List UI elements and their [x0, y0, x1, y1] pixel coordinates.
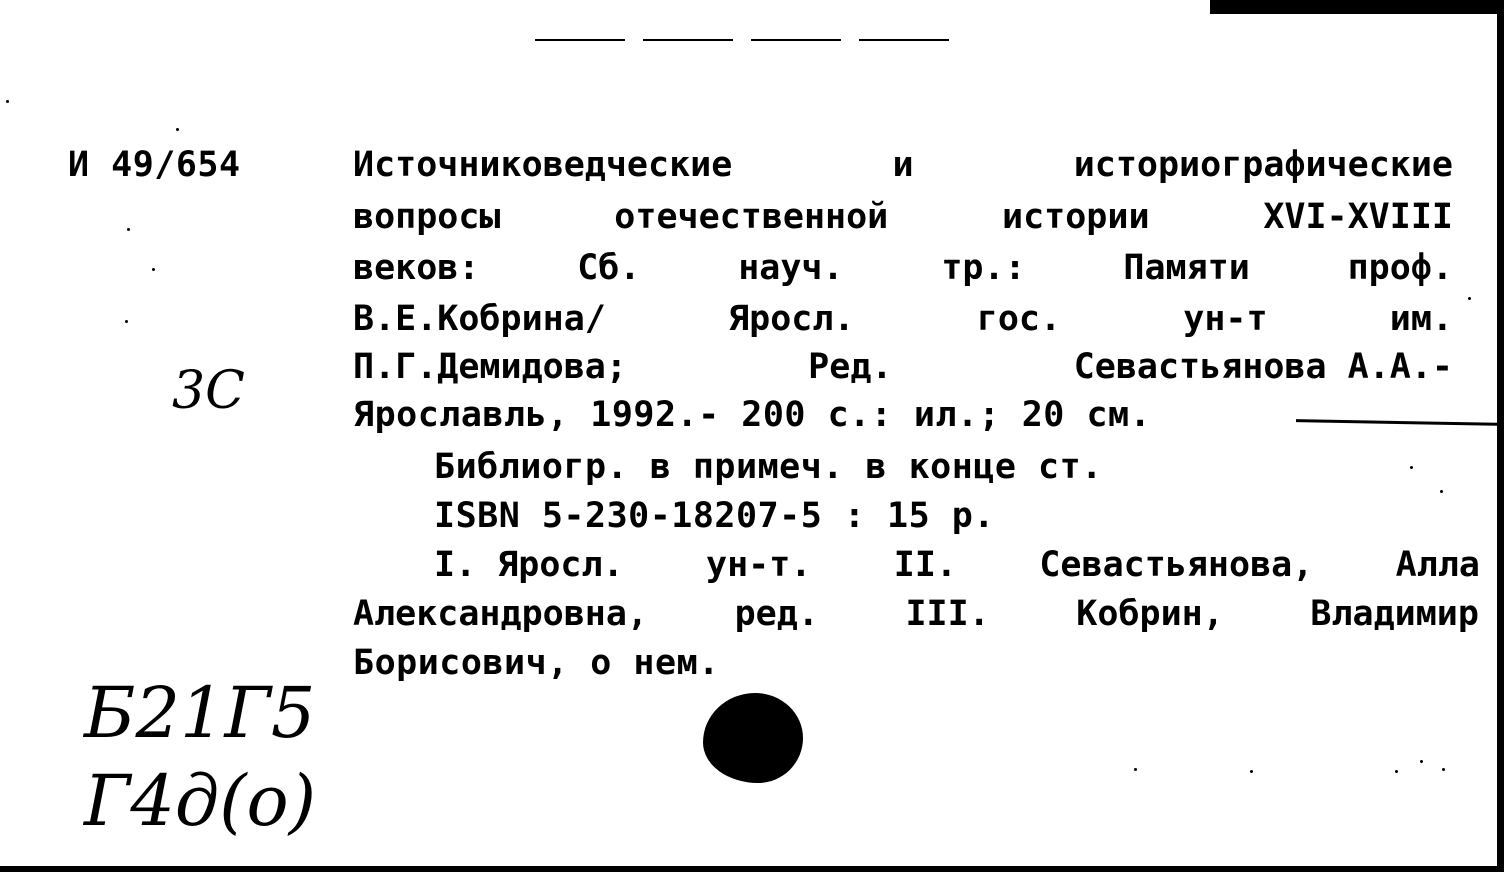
card-word: ред.: [734, 594, 819, 634]
card-word: Кобрин,: [1076, 594, 1224, 634]
isbn-line: ISBN 5-230-18207-5 : 15 р.: [434, 496, 995, 536]
title-line-1: [353, 145, 1453, 185]
card-word: XVI-XVIII: [1263, 197, 1453, 237]
card-word: II.: [893, 545, 957, 585]
shelf-mark: И 49/654: [68, 145, 241, 185]
card-word: I. Яросл.: [434, 545, 624, 585]
card-word: тр.:: [941, 248, 1026, 288]
card-word: Ред.: [808, 347, 893, 387]
speck: [1442, 768, 1445, 771]
speck: [1468, 297, 1471, 300]
top-rule: [535, 39, 955, 41]
handwritten-margin-mark: 3С: [172, 361, 245, 421]
scan-edge-right: [1497, 0, 1504, 872]
card-word: проф.: [1347, 248, 1453, 288]
punch-hole: [703, 693, 803, 783]
card-word: Владимир: [1310, 594, 1479, 634]
card-word: и: [892, 145, 914, 185]
tracing-line-1: [434, 545, 1480, 585]
tracing-line-2: [353, 594, 1479, 634]
card-word: гос.: [976, 299, 1062, 339]
card-word: III.: [905, 594, 990, 634]
card-word: Борисович, о нем.: [353, 643, 720, 683]
scan-edge-bottom: [0, 866, 1504, 872]
speck: [1440, 490, 1443, 493]
speck: [127, 228, 130, 231]
speck: [1410, 466, 1413, 469]
card-word: веков:: [353, 248, 480, 288]
speck: [6, 100, 9, 103]
title-line-4: [353, 299, 1453, 339]
speck: [1420, 760, 1423, 763]
card-word: Севастьянова,: [1039, 545, 1314, 585]
imprint-line: [353, 395, 1152, 435]
card-word: Севастьянова А.А.-: [1073, 347, 1453, 387]
speck: [1250, 770, 1253, 773]
bibliography-note: Библиогр. в примеч. в конце ст.: [434, 447, 1103, 487]
card-word: науч.: [738, 248, 844, 288]
speck: [152, 268, 155, 271]
speck: [125, 320, 128, 323]
handwritten-code-1: Б21Г5: [84, 672, 316, 754]
card-word: историографические: [1073, 145, 1453, 185]
speck: [176, 128, 179, 131]
card-word: ун-т.: [706, 545, 812, 585]
card-word: ун-т: [1183, 299, 1268, 339]
card-word: им.: [1389, 299, 1453, 339]
card-word: Сб.: [577, 248, 641, 288]
card-word: отечественной: [614, 197, 889, 237]
card-word: вопросы: [353, 197, 501, 237]
title-line-2: [353, 197, 1453, 237]
card-word: Александровна,: [353, 594, 649, 634]
card-word: истории: [1002, 197, 1150, 237]
card-word: Ярославль, 1992.- 200 с.: ил.; 20 см.: [353, 395, 1152, 435]
speck: [1134, 768, 1137, 771]
card-word: Памяти: [1123, 248, 1250, 288]
title-line-5: [353, 347, 1453, 387]
speck: [1395, 770, 1398, 773]
title-line-3: [353, 248, 1453, 288]
card-word: Источниковедческие: [353, 145, 733, 185]
card-word: Яросл.: [728, 299, 855, 339]
handwritten-code-2: Г4д(о): [84, 760, 317, 842]
side-rule: [1296, 419, 1504, 426]
card-word: Алла: [1395, 545, 1480, 585]
card-word: В.Е.Кобрина/: [353, 299, 606, 339]
scan-edge-top: [1210, 0, 1504, 14]
card-word: П.Г.Демидова;: [353, 347, 627, 387]
tracing-line-3: [353, 643, 720, 683]
